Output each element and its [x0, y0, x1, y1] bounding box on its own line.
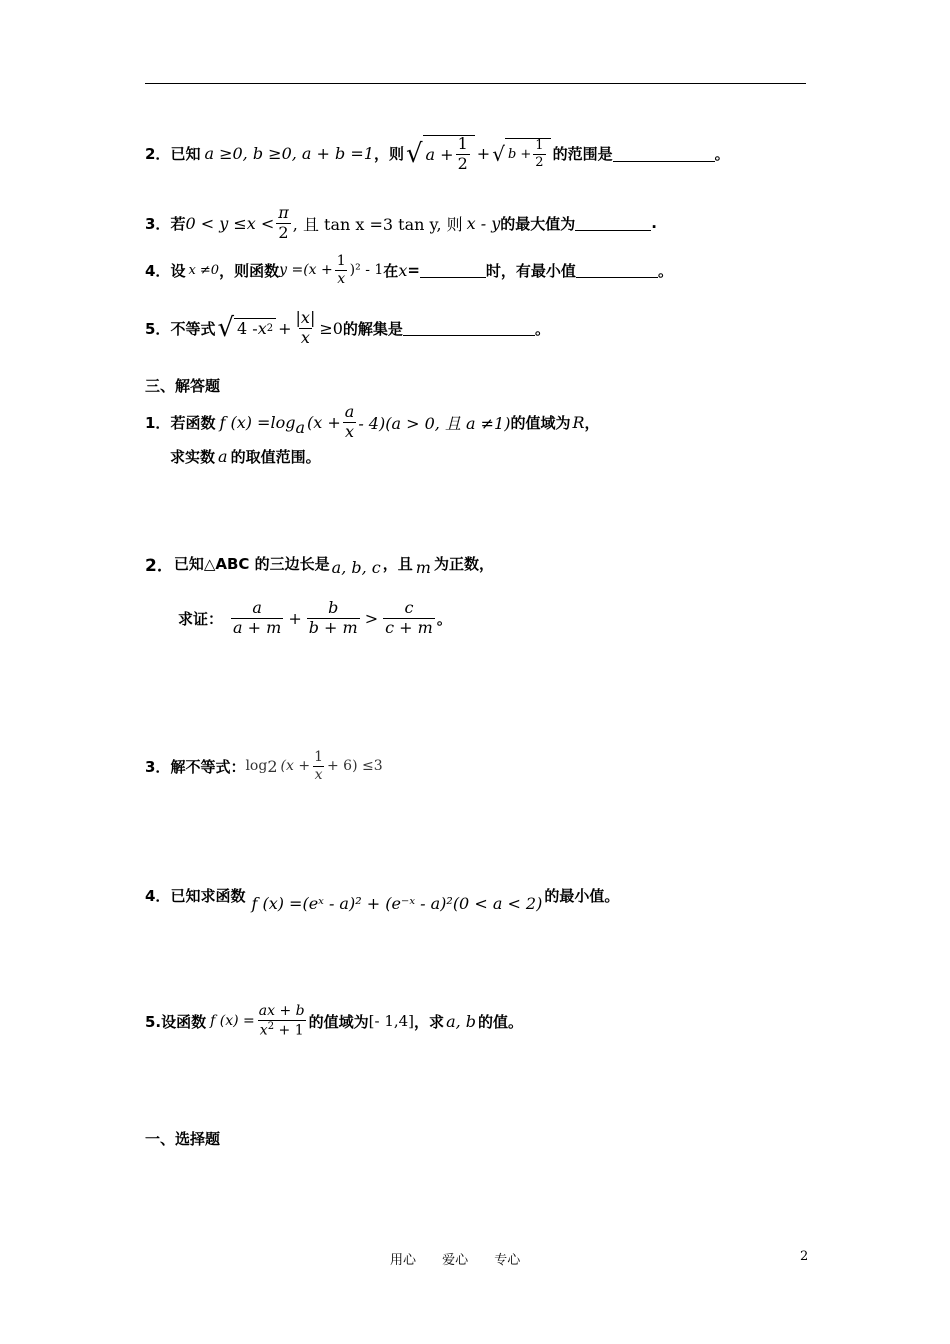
fraction-abs-x-over-x: $\frac{|x|}{x}$ — [295, 308, 316, 347]
solve-problem-4 — [145, 878, 619, 913]
math-function: f (x) = — [210, 1013, 255, 1030]
question-text: 求实数 — [170, 448, 216, 466]
question-number: 3． — [145, 214, 171, 233]
math-function: - 4)(a > 0, 且 a ≠1) — [358, 413, 511, 433]
question-text: 的值域为 — [308, 1012, 369, 1031]
answer-blank[interactable] — [420, 262, 486, 278]
question-text: 设 — [170, 261, 186, 280]
solve-problem-2 — [145, 550, 494, 577]
question-text: 已知△ABC 的三边长是 — [173, 555, 330, 573]
math-subscript: a — [295, 417, 305, 437]
math-function: f (x) =log — [219, 412, 296, 432]
punctuation: 。 — [714, 145, 730, 164]
math-variable: R — [572, 412, 585, 432]
question-text: ，求 — [414, 1012, 445, 1031]
question-number: 2． — [145, 145, 171, 164]
question-text: ，则 — [373, 145, 404, 164]
solve-problem-5 — [145, 1004, 523, 1038]
fraction-a-over-a-plus-m: $\frac{a}{a + m}$ — [233, 598, 282, 637]
question-text: 若函数 — [170, 413, 216, 432]
question-text: 的最大值为 — [500, 214, 576, 233]
question-text: 的最小值。 — [544, 887, 620, 905]
math-variable: x — [398, 260, 408, 280]
page-number: 2 — [800, 1249, 809, 1264]
math-condition: 0 < y ≤x < — [185, 213, 275, 233]
math-variables: a, b — [446, 1011, 477, 1031]
fill-question-5: 5． 不等式 √ 4 - x 2 + $\frac{|x|}{x}$ ≥0 的解集是 。 — [145, 308, 550, 347]
solve-problem-2-proof: 求证： $\frac{a}{a + m}$ + $\frac{b}{b + m}$ > $\frac{c}{c + m}$ 。 — [178, 598, 452, 637]
header-rule — [145, 83, 806, 84]
question-text: 5.设函数 — [145, 1012, 207, 1031]
answer-blank[interactable] — [575, 215, 651, 231]
fraction-b-over-b-plus-m: $\frac{b}{b + m}$ — [308, 598, 358, 637]
question-number: 1． — [145, 413, 171, 432]
fraction-function: $\frac{ax + b}{x^2 + 1}$ — [258, 1003, 305, 1039]
question-text: = — [407, 261, 420, 280]
punctuation: 。 — [657, 261, 673, 280]
math-variable: a — [218, 447, 228, 466]
question-text: 求证： — [178, 609, 224, 628]
math-function: )² - 1 — [349, 262, 384, 279]
question-text: ，且 — [382, 555, 413, 573]
answer-blank[interactable] — [403, 320, 535, 336]
sqrt-expression-2: √ b + $\frac{1}{2}$ — [492, 138, 550, 169]
sqrt-expression: √ 4 - x 2 — [217, 315, 276, 341]
punctuation: 。 — [436, 609, 452, 628]
solve-problem-1 — [145, 404, 600, 441]
solve-problem-1-line-2 — [170, 446, 321, 467]
math-expression: log — [245, 758, 268, 775]
question-text: 已知 — [170, 145, 201, 164]
math-range: [- 1,4] — [368, 1012, 415, 1031]
question-text: 不等式 — [170, 319, 216, 338]
math-expression: (x + — [280, 758, 311, 775]
fraction-one-over-x: $\frac{1}{x}$ — [336, 253, 346, 287]
fill-question-4 — [145, 254, 673, 286]
question-text: 已知求函数 — [170, 887, 246, 905]
section-title-choice: 一、选择题 — [145, 1130, 221, 1148]
question-text: 为正数， — [433, 555, 494, 573]
math-subscript: 2 — [267, 757, 278, 777]
math-condition: x ≠0 — [188, 262, 220, 278]
fraction-a-over-x: $\frac{a}{x}$ — [344, 402, 355, 441]
answer-blank[interactable] — [576, 262, 658, 278]
fraction-c-over-c-plus-m: $\frac{c}{c + m}$ — [385, 598, 433, 637]
section-title-answer: 三、解答题 — [145, 377, 221, 395]
math-condition: a ≥0, b ≥0, a + b =1 — [204, 144, 374, 164]
math-expression: x - y — [466, 213, 501, 233]
math-function: f (x) =(eˣ - a)² + (e⁻ˣ - a)²(0 < a < 2) — [251, 894, 543, 913]
question-text: 的值域为 — [510, 413, 571, 432]
math-condition: , 且 tan x =3 tan y, 则 — [292, 214, 463, 234]
solve-problem-3 — [145, 750, 383, 782]
sqrt-expression-1: √ a + $\frac{1}{2}$ — [406, 135, 475, 173]
punctuation: 。 — [534, 319, 550, 338]
question-text: 的取值范围。 — [230, 448, 321, 466]
question-number: 4． — [145, 261, 171, 280]
footer-slogan: 用心 爱心 专心 — [390, 1253, 521, 1268]
fill-question-3 — [145, 205, 657, 242]
math-function: y =(x + — [279, 262, 333, 279]
question-number: 2． — [145, 556, 174, 576]
question-text: 的值。 — [478, 1012, 524, 1031]
question-text: 的范围是 — [552, 145, 613, 164]
math-expression: + 6) ≤3 — [326, 758, 383, 775]
math-function: (x + — [307, 412, 341, 432]
question-text: 在 — [383, 261, 399, 280]
fraction-one-over-x: $\frac{1}{x}$ — [314, 749, 323, 783]
question-number: 4． — [145, 887, 171, 905]
punctuation: ， — [584, 413, 600, 432]
question-text: 若 — [170, 214, 186, 233]
answer-blank[interactable] — [613, 146, 715, 162]
question-text: 解不等式： — [170, 757, 246, 776]
math-sides: a, b, c — [331, 558, 381, 577]
question-text: 的解集是 — [342, 319, 403, 338]
fraction-pi-over-2: $\frac{\pi}{2}$ — [278, 203, 289, 242]
question-number: 3． — [145, 757, 171, 776]
punctuation: . — [651, 214, 657, 233]
fill-question-2: 2． 已知 a ≥0, b ≥0, a + b =1 ，则 √ a + $\frac{1}{2}$ + √ b + $\frac{1}{2}$ 的范围是 。 — [145, 134, 730, 173]
question-number: 5． — [145, 319, 171, 338]
question-text: ，则函数 — [219, 261, 280, 280]
math-variable: m — [415, 558, 431, 577]
question-text: 时，有最小值 — [485, 261, 576, 280]
